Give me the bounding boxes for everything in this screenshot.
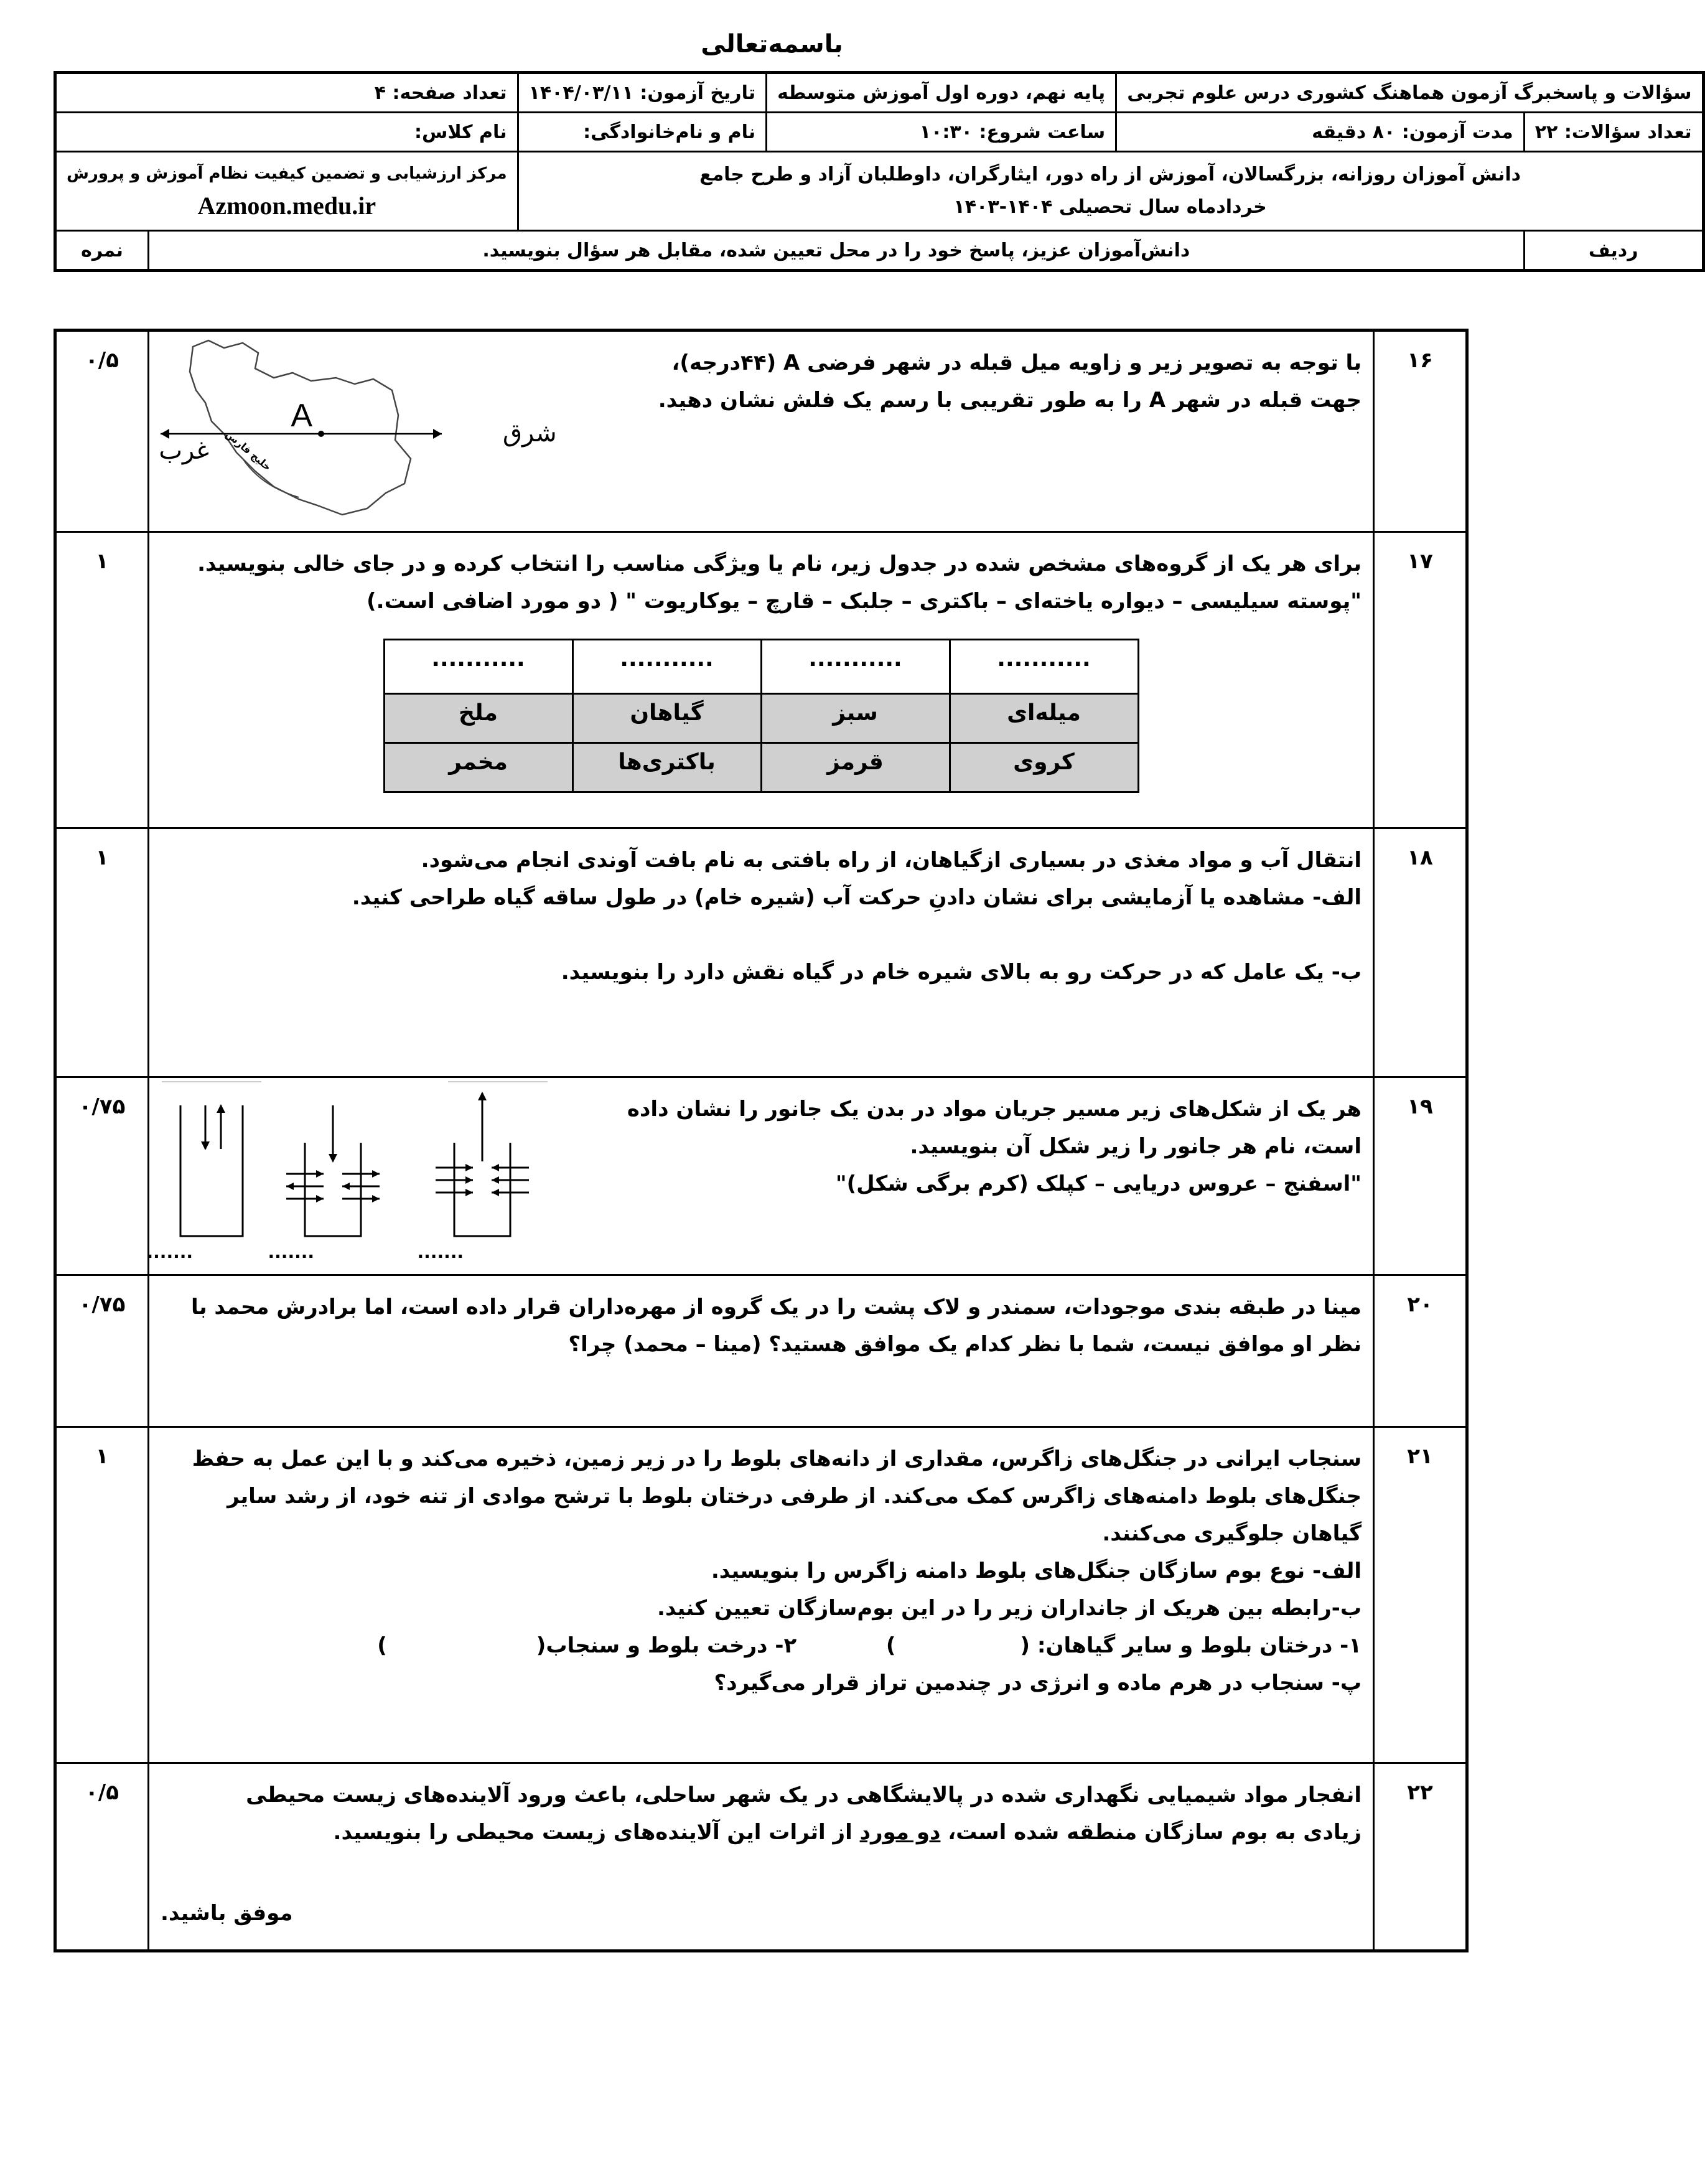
question-text: ب-رابطه بین هریک از جانداران زیر را در این بوم‌سازگان تعیین کنید. [656,1596,1362,1621]
question-text: جنگل‌های بلوط دامنه‌های زاگرس کمک می‌کند. از طرفی درختان بلوط با ترشح موادی از تنه خود، از رشد سایر [227,1484,1362,1509]
east-label: شرق [503,419,557,448]
question-score: ۰/۵ [55,1763,149,1951]
question-text: الف- نوع بوم سازگان جنگل‌های بلوط دامنه زاگرس را بنویسید. [711,1558,1362,1583]
audience-line-1: دانش آموزان روزانه، بزرگسالان، آموزش از راه دور، ایثارگران، داوطلبان آزاد و طرح جامع [699,164,1521,185]
question-19 [55,1077,1467,1275]
answer-blank[interactable]: ........... [950,640,1138,694]
flow-figure-1 [162,1082,261,1236]
question-text: الف- مشاهده یا آزمایشی برای نشان دادنِ حرکت آب (شیره خام) در طول ساقه گیاه طراحی کنید. [352,885,1362,910]
figure-blank[interactable]: ....... [417,1242,464,1262]
question-score: ۱ [55,828,149,1077]
question-22 [55,1763,1467,1951]
question-number: ۱۷ [1374,532,1467,828]
closing-message: موفق باشید. [161,1901,293,1926]
flow-figure-2 [286,1105,380,1236]
question-score: ۰/۷۵ [55,1077,149,1275]
question-text: انتقال آب و مواد مغذی در بسیاری ازگیاهان، از راه بافتی به نام بافت آوندی انجام می‌شود. [421,848,1362,873]
figure-blank[interactable]: ....... [268,1242,314,1262]
table-cell: میله‌ای [950,694,1138,743]
page-count: تعداد صفحه: ۴ [55,73,518,113]
question-part-b: ب- یک عامل که در حرکت رو به بالای شیره خام در گیاه نقش دارد را بنویسید. [561,960,1362,985]
line-2-before: زیادی به بوم سازگان منطقه شده است، [948,1820,1362,1845]
student-name-field[interactable]: نام و نام‌خانوادگی: [518,113,767,152]
line-2-after: از اثرات این آلاینده‌های زیست محیطی را بنویسید. [333,1820,852,1845]
question-number: ۲۲ [1374,1763,1467,1951]
relation-2-label: ۲- درخت بلوط و سنجاب( [536,1633,797,1658]
question-text: سنجاب ایرانی در جنگل‌های زاگرس، مقداری از دانه‌های بلوط را در زیر زمین، ذخیره می‌کند و با این عمل به حفظ [192,1446,1362,1471]
question-score: ۱ [55,532,149,828]
question-text: با توجه به تصویر زیر و زاویه میل قبله در شهر فرضی A (۴۴درجه)، [671,350,1362,375]
question-text-line-2 [161,1814,1362,1851]
east-arrow-head [433,429,442,439]
table-cell: ملخ [384,694,572,743]
instruction: دانش‌آموزان عزیز، پاسخ خود را در محل تعیین شده، مقابل هر سؤال بنویسید. [149,231,1525,271]
question-number: ۱۸ [1374,828,1467,1077]
classification-table [383,639,1139,793]
line-2-underlined: دو مورد [859,1820,941,1845]
question-count: تعداد سؤالات: ۲۲ [1524,113,1703,152]
question-text: انفجار مواد شیمیایی نگهداری شده در پالایشگاهی در یک شهر ساحلی، باعث ورود آلاینده‌های زیست محیطی [246,1783,1362,1807]
start-time: ساعت شروع: ۱۰:۳۰ [767,113,1116,152]
question-18 [55,828,1467,1077]
gulf-label: خلیج فارس [223,428,274,474]
question-number: ۲۰ [1374,1275,1467,1427]
audience-line-2: خردادماه سال تحصیلی ۱۴۰۴-۱۴۰۳ [953,196,1267,218]
question-score: ۰/۷۵ [55,1275,149,1427]
flow-figure-3 [436,1082,548,1236]
answer-blank[interactable]: ........... [572,640,761,694]
question-20 [55,1275,1467,1427]
table-cell: سبز [761,694,950,743]
question-text: هر یک از شکل‌های زیر مسیر جریان مواد در بدن یک جانور را نشان داده [627,1097,1362,1122]
question-text: "اسفنج – عروس دریایی – کپلک (کرم برگی شکل)" [835,1171,1362,1196]
exam-date: تاریخ آزمون: ۱۴۰۴/۰۳/۱۱ [518,73,767,113]
question-17 [55,532,1467,828]
city-a-marker [318,431,324,437]
question-number: ۲۱ [1374,1427,1467,1763]
west-label: غرب [159,436,209,465]
answer-blank[interactable]: ........... [761,640,950,694]
relation-1-close: ) [885,1633,896,1658]
relations-line [161,1627,1362,1664]
question-21 [55,1427,1467,1763]
question-text: است، نام هر جانور را زیر شکل آن بنویسید. [910,1134,1362,1159]
duration: مدت آزمون: ۸۰ دقیقه [1116,113,1525,152]
class-name-field[interactable]: نام کلاس: [55,113,518,152]
body-flow-figures [146,1080,548,1262]
city-a-label: A [291,398,312,434]
question-number: ۱۹ [1374,1077,1467,1275]
questions-table [54,329,1469,1952]
question-text: جهت قبله در شهر A را به طور تقریبی با رسم یک فلش نشان دهید. [658,388,1362,413]
question-text: نظر او موافق نیست، شما با نظر کدام یک موافق هستید؟ (مینا – محمد) چرا؟ [568,1332,1362,1357]
table-cell: کروی [950,743,1138,792]
relation-2-close: ) [377,1633,387,1658]
center-name: مرکز ارزشیابی و تضمین کیفیت نظام آموزش و پرورش [67,164,507,183]
figure-blank[interactable]: ....... [146,1242,193,1262]
question-text: مینا در طبقه بندی موجودات، سمندر و لاک پشت را در یک گروه از مهره‌داران قرار داده است، اما برادرش محمد با [191,1295,1362,1319]
answer-blank[interactable]: ........... [384,640,572,694]
score-label: نمره [55,231,149,271]
question-text: "پوسته سیلیسی – دیواره یاخته‌ای – باکتری – جلبک – قارچ – یوکاریوت " ( دو مورد اضافی است.) [367,589,1362,614]
answer-space[interactable] [161,1851,1362,1895]
table-cell: باکتری‌ها [572,743,761,792]
exam-title: سؤالات و پاسخبرگ آزمون هماهنگ کشوری درس علوم تجربی [1116,73,1703,113]
question-text: گیاهان جلوگیری می‌کنند. [1102,1521,1362,1546]
iran-map-figure [149,334,557,527]
question-score: ۱ [55,1427,149,1763]
answer-space[interactable] [161,916,1362,954]
page-title: باسمه‌تعالی [701,30,843,59]
question-part-c: پ- سنجاب در هرم ماده و انرژی در چندمین تراز قرار می‌گیرد؟ [714,1671,1362,1695]
grade: پایه نهم، دوره اول آموزش متوسطه [767,73,1116,113]
table-cell: گیاهان [572,694,761,743]
question-16 [55,330,1467,532]
relation-1-label: ۱- درختان بلوط و سایر گیاهان: ( [1020,1633,1362,1658]
row-label: ردیف [1524,231,1703,271]
table-cell: مخمر [384,743,572,792]
website: Azmoon.medu.ir [197,192,376,220]
question-number: ۱۶ [1374,330,1467,532]
table-cell: قرمز [761,743,950,792]
question-text: برای هر یک از گروه‌های مشخص شده در جدول زیر، نام یا ویژگی مناسب را انتخاب کرده و در جای خالی بنویسید. [197,551,1362,576]
exam-header [54,71,1705,272]
question-score: ۰/۵ [55,330,149,532]
